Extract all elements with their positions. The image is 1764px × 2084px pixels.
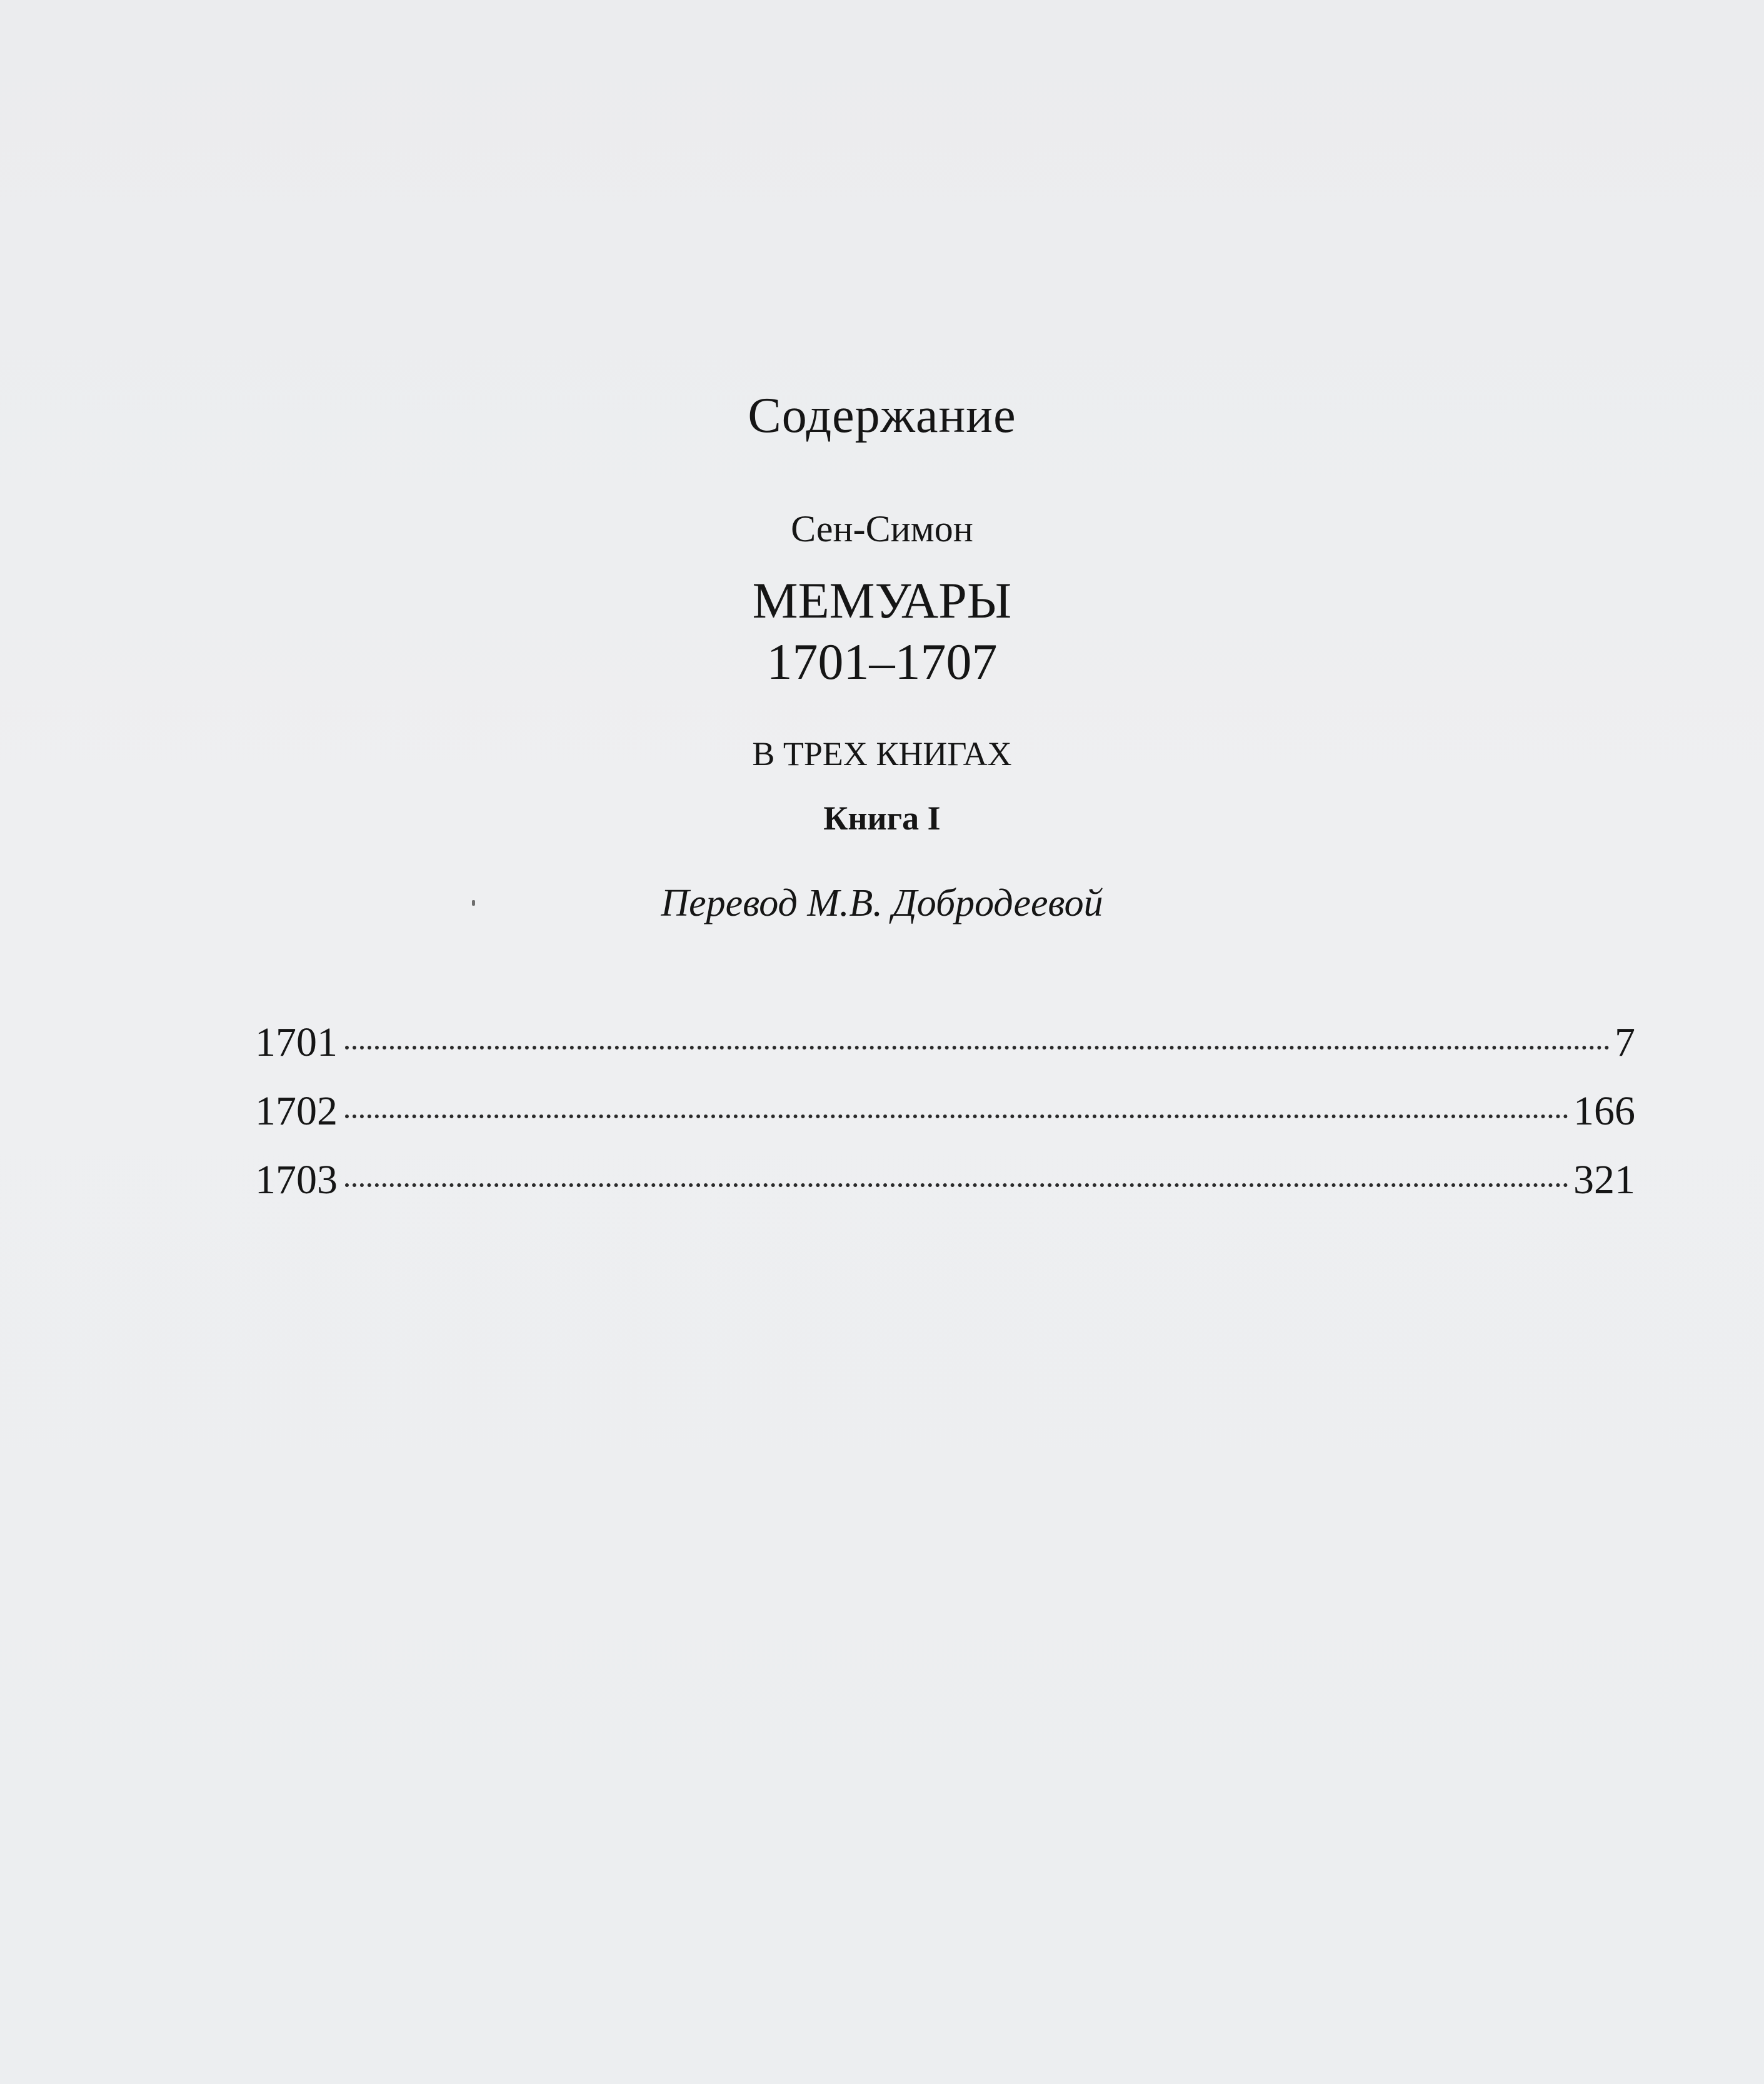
toc-entry (255, 1019, 1635, 1088)
work-years: 1701–1707 (766, 633, 998, 690)
toc-entry-year: 1702 (255, 1088, 338, 1134)
translator-credit: Перевод М.В. Добродеевой (661, 882, 1103, 924)
toc-entry-page: 7 (1615, 1019, 1635, 1065)
book-number: Книга I (823, 799, 941, 837)
toc-entry (255, 1156, 1635, 1225)
paper-speck (472, 900, 475, 906)
toc-dot-leader (345, 1183, 1568, 1187)
toc-entry-page: 166 (1573, 1088, 1635, 1134)
toc-dot-leader (345, 1115, 1568, 1118)
work-title: МЕМУАРЫ (752, 572, 1012, 629)
toc-entry-year: 1701 (255, 1019, 338, 1065)
toc-entry-year: 1703 (255, 1157, 338, 1203)
table-of-contents (255, 1019, 1635, 1225)
series-note: В ТРЕХ КНИГАХ (752, 735, 1012, 773)
toc-dot-leader (345, 1046, 1610, 1050)
contents-heading: Содержание (748, 388, 1016, 443)
author-name: Сен-Симон (791, 508, 973, 549)
toc-entry-page: 321 (1573, 1157, 1635, 1203)
toc-entry (255, 1088, 1635, 1156)
